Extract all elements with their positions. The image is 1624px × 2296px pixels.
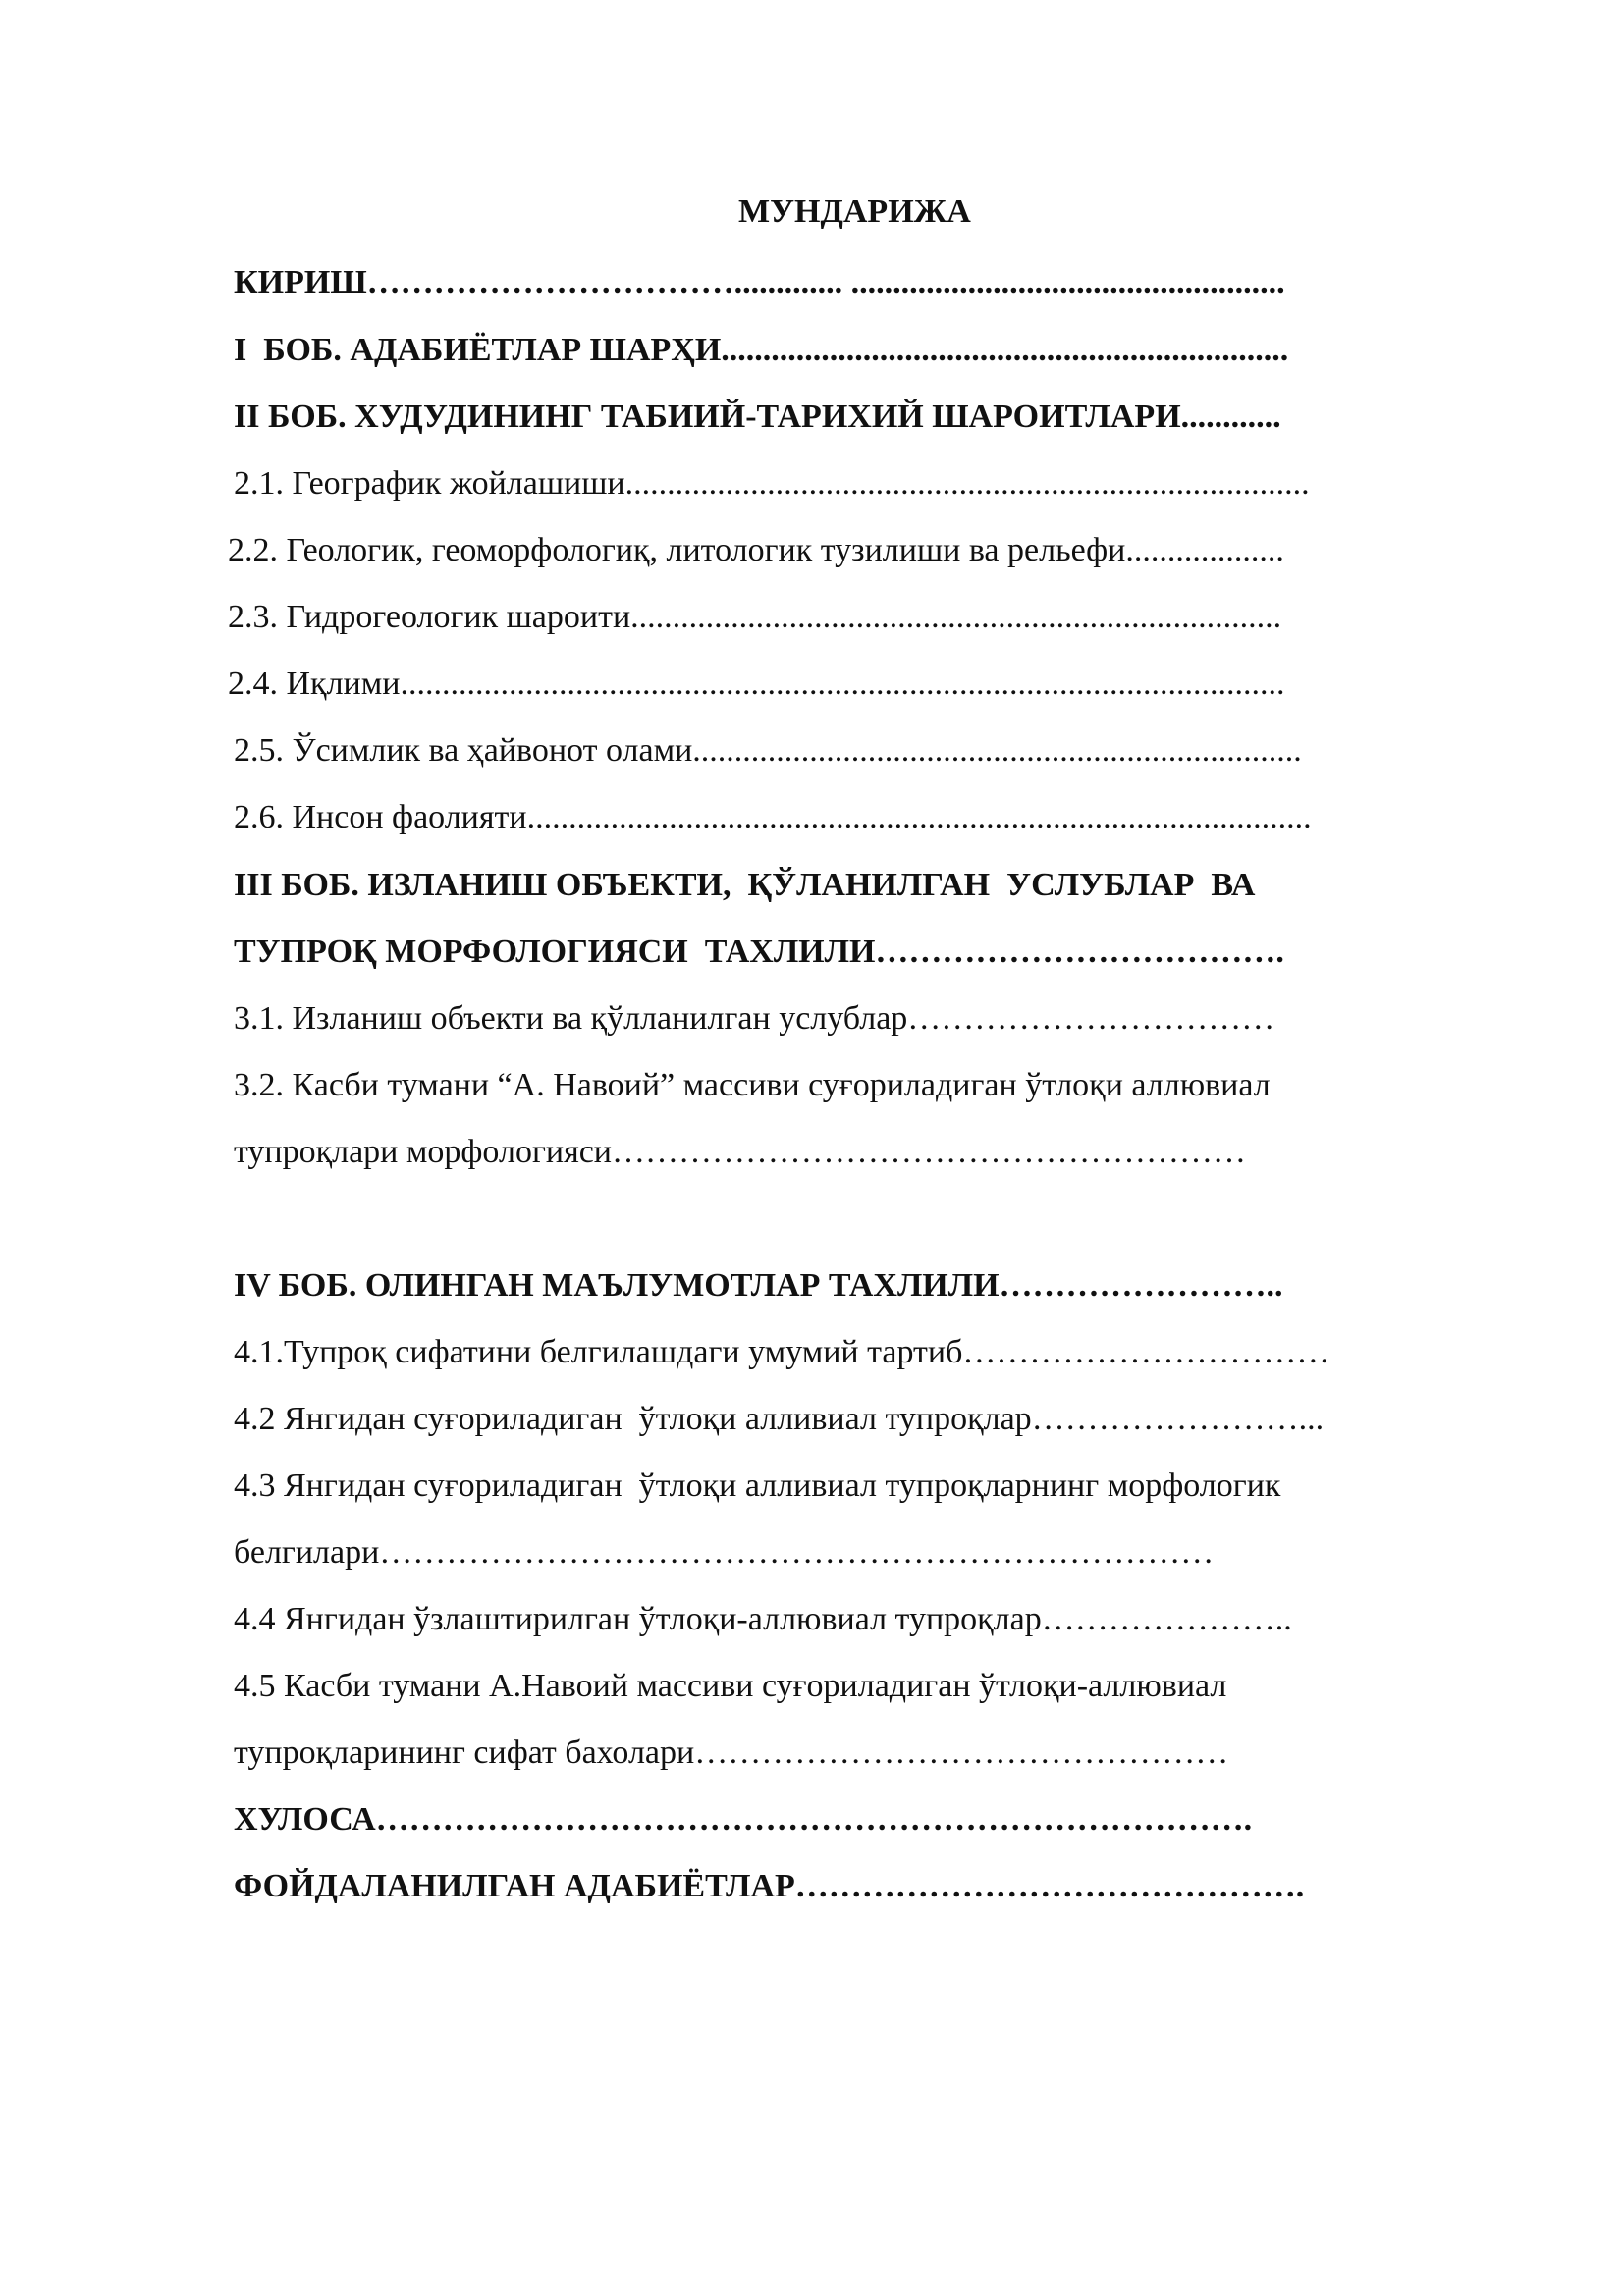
toc-entry-chapter-4: IV БОБ. ОЛИНГАН МАЪЛУМОТЛАР ТАХЛИЛИ……………………..: [234, 1267, 1283, 1304]
toc-entry-3-1: 3.1. Изланиш объекти ва қўлланилган услублар……………………………: [234, 1000, 1275, 1037]
toc-entry-4-3-line2: белгилари…………………………………………………………………: [234, 1534, 1215, 1571]
toc-entry-3-2-line1: 3.2. Касби тумани “А. Навоий” массиви суғориладиган ўтлоқи аллювиал: [234, 1067, 1271, 1103]
toc-entry-3-2-line2: тупроқлари морфологияси…………………………………………………: [234, 1134, 1247, 1170]
toc-entry-2-2: 2.2. Геологик, геоморфологиқ, литологик тузилиши ва рельефи...................: [228, 532, 1284, 568]
toc-entry-2-5: 2.5. Ўсимлик ва ҳайвонот олами.........................................................................: [234, 732, 1302, 769]
toc-entry-4-1: 4.1.Тупроқ сифатини белгилашдаги умумий тартиб……………………………: [234, 1334, 1330, 1370]
toc-entry-2-6: 2.6. Инсон фаолияти..............................................................................................: [234, 799, 1312, 835]
toc-entry-2-4: 2.4. Иқлими..........................................................................................................: [228, 666, 1285, 702]
toc-entry-conclusion: ХУЛОСА…………………………………………………………………….: [234, 1801, 1253, 1838]
toc-entry-4-2: 4.2 Янгидан суғориладиган ўтлоқи алливиал тупроқлар……………………...: [234, 1401, 1325, 1437]
toc-entry-chapter-1: I БОБ. АДАБИЁТЛАР ШАРҲИ....................................................................: [234, 332, 1289, 368]
toc-entry-2-1: 2.1. Географик жойлашиши..................................................................................: [234, 465, 1310, 502]
toc-entry-4-4: 4.4 Янгидан ўзлаштирилган ўтлоқи-аллювиал тупроқлар…………………..: [234, 1601, 1292, 1637]
toc-entry-2-3: 2.3. Гидрогеологик шароити..............................................................................: [228, 599, 1282, 635]
toc-entry-4-5-line1: 4.5 Касби тумани А.Навоий массиви суғориладиган ўтлоқи-аллювиал: [234, 1668, 1227, 1704]
toc-entry-chapter-3-line2: ТУПРОҚ МОРФОЛОГИЯСИ ТАХЛИЛИ……………………………….: [234, 934, 1284, 970]
toc-entry-kirish: КИРИШ……………………………............. ....................................................: [234, 264, 1285, 300]
toc-entry-4-5-line2: тупроқларининг сифат бахолари…………………………………………: [234, 1735, 1229, 1771]
toc-title: МУНДАРИЖА: [738, 193, 971, 230]
toc-entry-4-3-line1: 4.3 Янгидан суғориладиган ўтлоқи алливиал тупроқларнинг морфологик: [234, 1468, 1281, 1504]
toc-entry-chapter-3-line1: III БОБ. ИЗЛАНИШ ОБЪЕКТИ, ҚЎЛАНИЛГАН УСЛУБЛАР ВА: [234, 867, 1256, 903]
toc-entry-references: ФОЙДАЛАНИЛГАН АДАБИЁТЛАР……………………………………….: [234, 1868, 1305, 1904]
toc-entry-chapter-2: II БОБ. ХУДУДИНИНГ ТАБИИЙ-ТАРИХИЙ ШАРОИТЛАРИ............: [234, 399, 1281, 435]
